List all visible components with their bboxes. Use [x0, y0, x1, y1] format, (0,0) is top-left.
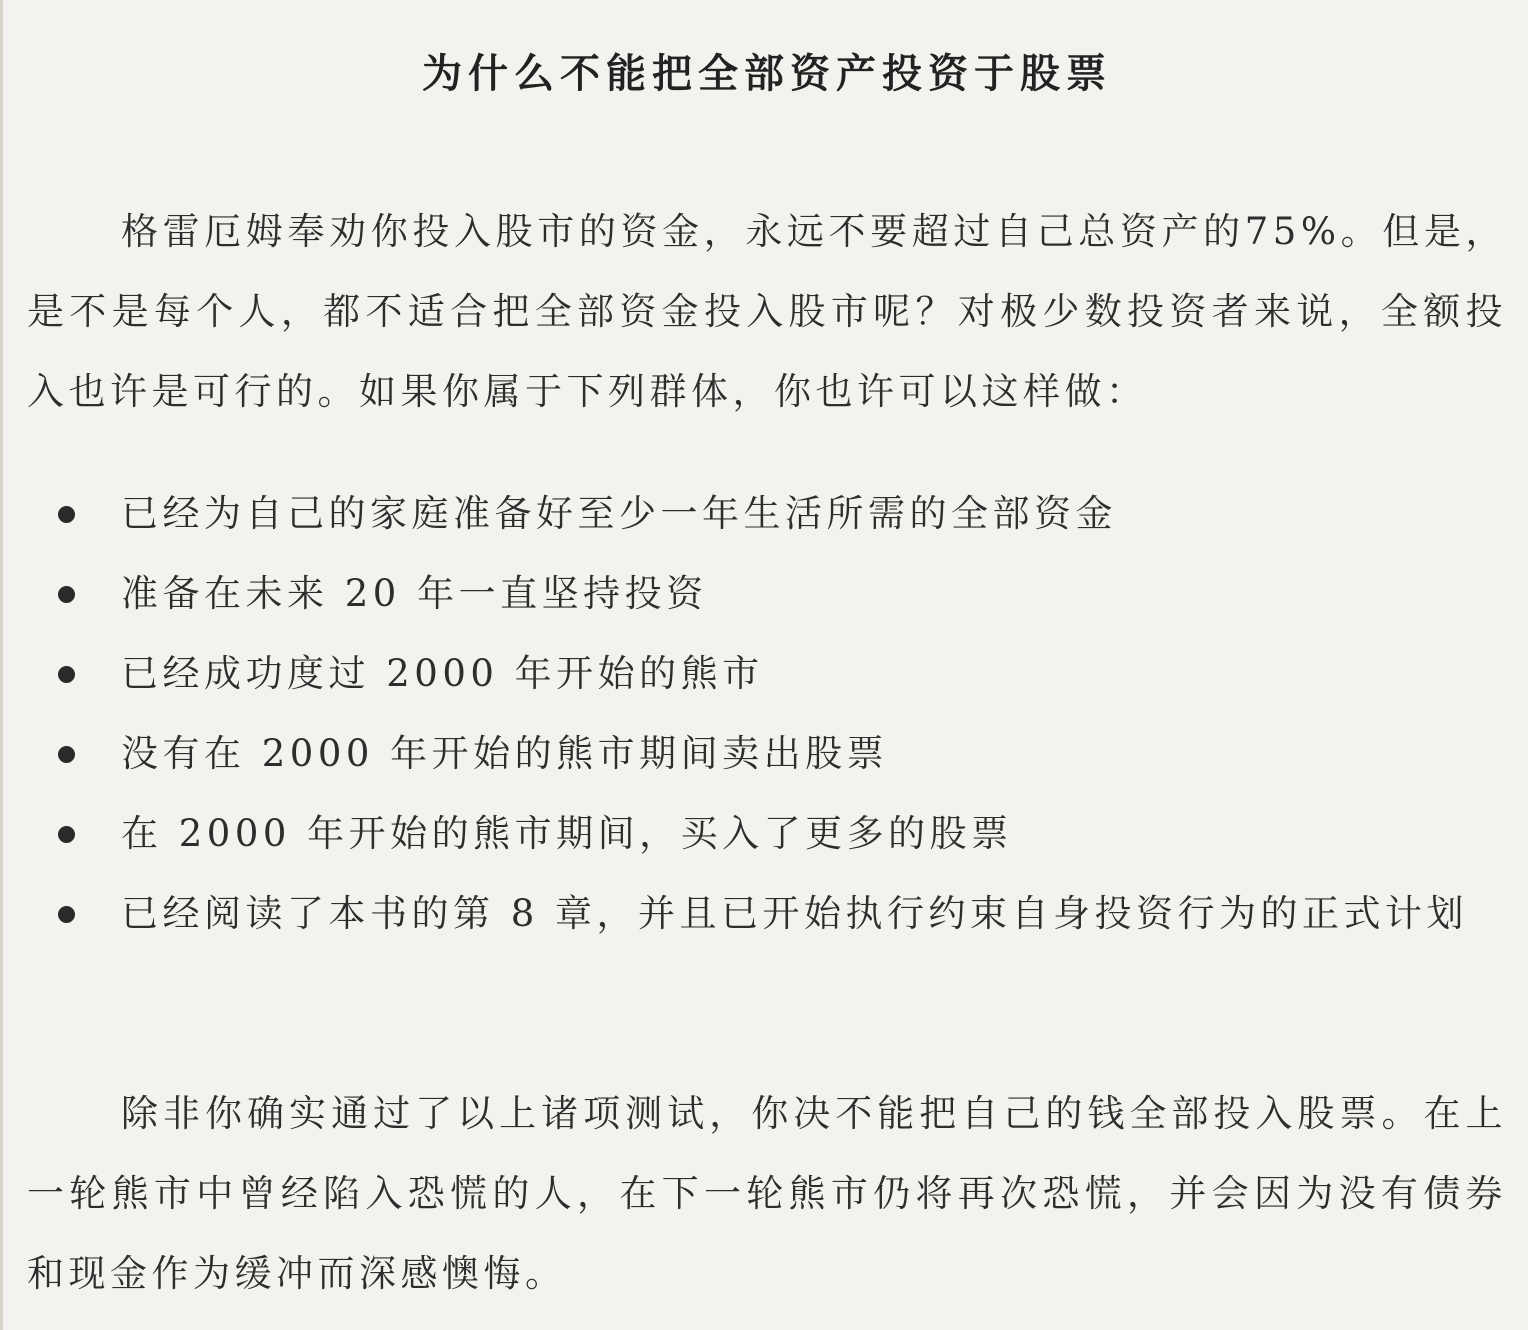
list-item-text: 已经成功度过 2000 年开始的熊市: [121, 652, 764, 695]
list-item: [3, 634, 1528, 714]
bullet-icon: [58, 506, 75, 523]
criteria-list: [3, 474, 1528, 954]
intro-paragraph: 格雷厄姆奉劝你投入股市的资金，永远不要超过自己总资产的75%。但是，是不是每个人，都不适合把全部资金投入股市呢？对极少数投资者来说，全额投入也许是可行的。如果你属于下列群体，你也许可以这样做：: [27, 210, 1507, 413]
list-item-text: 准备在未来 20 年一直坚持投资: [121, 572, 708, 615]
list-item: [3, 874, 1528, 954]
page-title: 为什么不能把全部资产投资于股票: [422, 51, 1112, 97]
list-item: [3, 714, 1528, 794]
bullet-icon: [58, 666, 75, 683]
list-item: [3, 474, 1528, 554]
list-item-text: 已经阅读了本书的第 8 章，并且已开始执行约束自身投资行为的正式计划: [121, 892, 1469, 935]
list-item-text: 已经为自己的家庭准备好至少一年生活所需的全部资金: [121, 492, 1117, 535]
list-item-text: 没有在 2000 年开始的熊市期间卖出股票: [121, 732, 889, 775]
bullet-icon: [58, 906, 75, 923]
conclusion-paragraph: 除非你确实通过了以上诸项测试，你决不能把自己的钱全部投入股票。在上一轮熊市中曾经陷入恐慌的人，在下一轮熊市仍将再次恐慌，并会因为没有债券和现金作为缓冲而深感懊悔。: [27, 1092, 1507, 1295]
list-item: [3, 554, 1528, 634]
list-item: [3, 794, 1528, 874]
bullet-icon: [58, 746, 75, 763]
list-item-text: 在 2000 年开始的熊市期间，买入了更多的股票: [121, 812, 1013, 855]
bullet-icon: [58, 826, 75, 843]
bullet-icon: [58, 586, 75, 603]
